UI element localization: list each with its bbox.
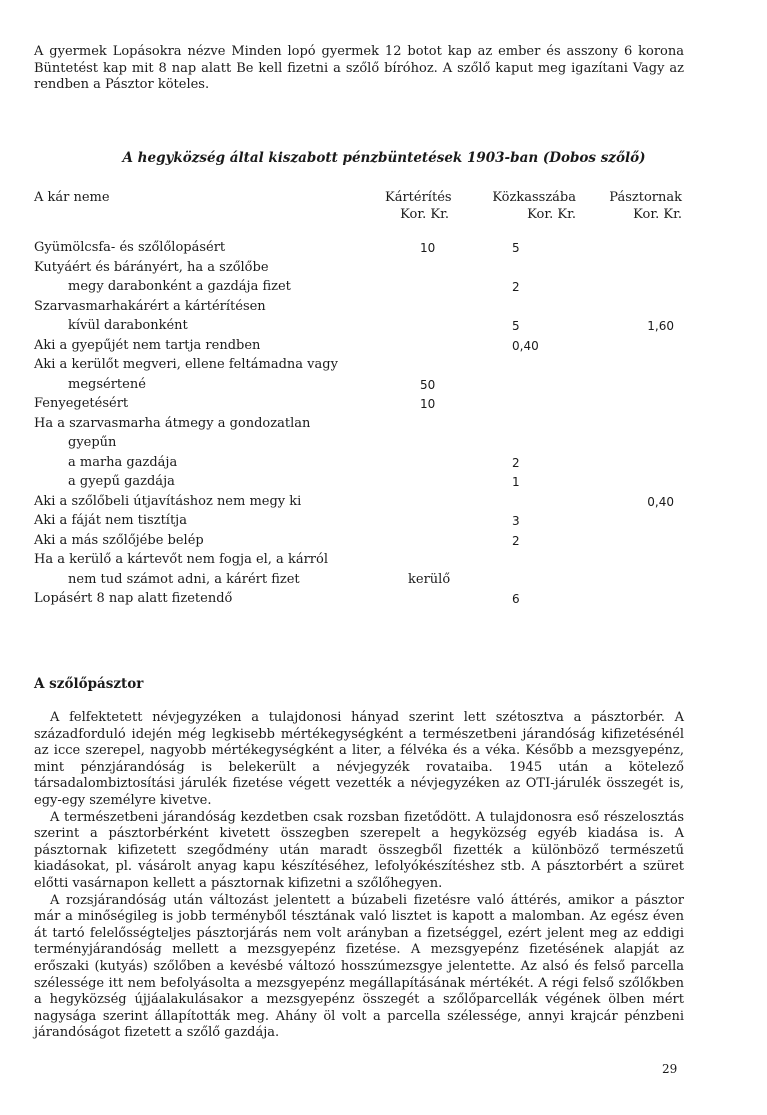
table-row <box>34 494 694 511</box>
header-shepherd-unit: Kor. Kr. <box>633 206 682 222</box>
cell-compensation: 50 <box>420 377 436 392</box>
cell-compensation: 10 <box>420 397 436 411</box>
table-row <box>34 474 694 491</box>
row-label: gyepűn <box>68 435 117 450</box>
section-title: A szőlőpásztor <box>34 676 144 692</box>
body-paragraph: A rozsjárandóság után változást jelentett a búzabeli fizetésre való áttérés, amikor a pásztor már a minőségileg is jobb terményből tésztának való lisztet is kapott a malomban. Az egész éven át tartó felelősségteljes pásztorjárás nem volt arányban a fizetséggel, ezért jelent meg az eddigi terményjárandóság mellett a mezsgyepénz fizetése. A mezsgyepénz fizetésének alapját az erőszaki (kutyás) szőlőben a kevésbé változó hosszúmezsgye jelentette. Az alsó és felső parcella szélessége itt nem befolyásolta a mezsgyepénz megállapításának mértékét. A régi felső szőlőkben a hegyközség újjáalakulásakor a mezsgyepénz összegét a szőlőparcellák végének ölben mért nagysága szerint állapították meg. Ahány öl volt a parcella szélessége, annyi krajcár pénzbeni járandóságot fizetett a szőlő gazdája. <box>34 892 684 1041</box>
cell-compensation: 10 <box>420 241 436 255</box>
row-label: Szarvasmarhakárért a kártérítésen <box>34 298 266 314</box>
body-paragraph: A természetbeni járandóság kezdetben csak rozsban fizetődött. A tulajdonosra eső részelosztás szerint a pásztorbérként kivetett összegben szerepelt a hegyközség egyéb kiadása is. A pásztornak kifizetett szegődmény után maradt összegből fizették a különböző természetű kiadásokat, pl. vásárolt anyag kapu készítéséhez, lefolyókészítéshez stb. A pásztorbért a szüret előtti vasárnapon kellett a pásztornak kifizetni a szőlőhegyen. <box>34 809 684 891</box>
cell-public-fund: 5 <box>512 319 520 333</box>
cell-compensation: kerülő <box>408 571 451 587</box>
row-label: Aki a szőlőbeli útjavításhoz nem megy ki <box>34 493 302 509</box>
header-public-fund <box>482 190 576 223</box>
header-public-fund-unit: Kor. Kr. <box>527 206 576 222</box>
header-compensation-title: Kártérítés <box>385 190 452 205</box>
cell-public-fund: 0,40 <box>512 338 539 353</box>
table-row <box>34 591 694 608</box>
row-label: a gyepű gazdája <box>68 474 175 489</box>
table-row <box>34 455 694 472</box>
row-label: Aki a más szőlőjébe belép <box>34 532 204 548</box>
row-label: Kutyáért és bárányért, ha a szőlőbe <box>34 259 269 275</box>
table-row <box>34 357 694 374</box>
cell-public-fund: 1 <box>512 475 520 489</box>
header-shepherd-title: Pásztornak <box>609 190 682 205</box>
row-label: a marha gazdája <box>68 454 178 470</box>
cell-public-fund: 2 <box>512 455 520 470</box>
fines-table-body <box>34 240 694 611</box>
row-label: kívül darabonként <box>68 318 188 333</box>
row-label: megy darabonként a gazdája fizet <box>68 279 291 294</box>
table-row <box>34 572 694 589</box>
cell-shepherd: 1,60 <box>647 319 674 333</box>
row-label: Aki a fáját nem tisztítja <box>34 513 187 528</box>
header-shepherd <box>590 190 682 223</box>
table-row <box>34 279 694 296</box>
table-row <box>34 377 694 394</box>
table-title: A hegyközség által kiszabott pénzbüntetések 1903-ban (Dobos szőlő) <box>122 150 646 166</box>
table-row <box>34 260 694 277</box>
cell-public-fund: 2 <box>512 280 520 294</box>
row-label: Fenyegetésért <box>34 396 129 411</box>
row-label: Aki a gyepűjét nem tartja rendben <box>34 337 261 353</box>
cell-public-fund: 6 <box>512 592 520 606</box>
table-row <box>34 416 694 433</box>
cell-public-fund: 5 <box>512 241 520 255</box>
row-label: Ha a szarvasmarha átmegy a gondozatlan <box>34 415 311 431</box>
body-paragraph: A felfektetett névjegyzéken a tulajdonosi hányad szerint lett szétosztva a pásztorbér. A századforduló idején még legkisebb mértékegységként a természetbeni járandóság kifizetésénél az icce szerepel, nagyobb mértékegységként a liter, a félvéka és a véka. Később a mezsgyepénz, mint pénzjárandóság is belekerült a névjegyzék rovataiba. 1945 után a kötelező társadalombiztosítási járulék fizetése végett vezették a névjegyzéken az OTI-járulék összegét is, egy-egy személyre kivetve. <box>34 710 684 808</box>
header-compensation <box>385 190 452 223</box>
row-label: megsértené <box>68 376 146 392</box>
intro-paragraph: A gyermek Lopásokra nézve Minden lopó gyermek 12 botot kap az ember és asszony 6 korona Büntetést kap mit 8 nap alatt Be kell fizetni a szőlő bíróhoz. A szőlő kaput meg igazítani Vagy az rendben a Pásztor köteles. <box>34 44 684 92</box>
table-row <box>34 396 694 413</box>
row-label: Ha a kerülő a kártevőt nem fogja el, a kárról <box>34 552 328 567</box>
header-compensation-unit: Kor. Kr. <box>400 206 449 222</box>
row-label: Aki a kerülőt megveri, ellene feltámadna vagy <box>34 357 338 372</box>
table-row <box>34 513 694 530</box>
table-row <box>34 552 694 569</box>
cell-public-fund: 3 <box>512 514 520 528</box>
row-label: Lopásért 8 nap alatt fizetendő <box>34 591 233 606</box>
page-number: 29 <box>662 1062 678 1076</box>
table-row <box>34 240 694 257</box>
header-damage-type: A kár neme <box>34 190 110 205</box>
cell-shepherd: 0,40 <box>647 494 674 509</box>
table-row <box>34 435 694 452</box>
table-row <box>34 533 694 550</box>
header-public-fund-title: Közkasszába <box>492 190 576 205</box>
row-label: Gyümölcsfa- és szőlőlopásért <box>34 240 226 255</box>
body-text <box>34 710 684 1042</box>
table-row <box>34 299 694 316</box>
cell-public-fund: 2 <box>512 533 520 548</box>
table-row <box>34 338 694 355</box>
row-label: nem tud számot adni, a kárért fizet <box>68 571 300 587</box>
table-row <box>34 318 694 335</box>
